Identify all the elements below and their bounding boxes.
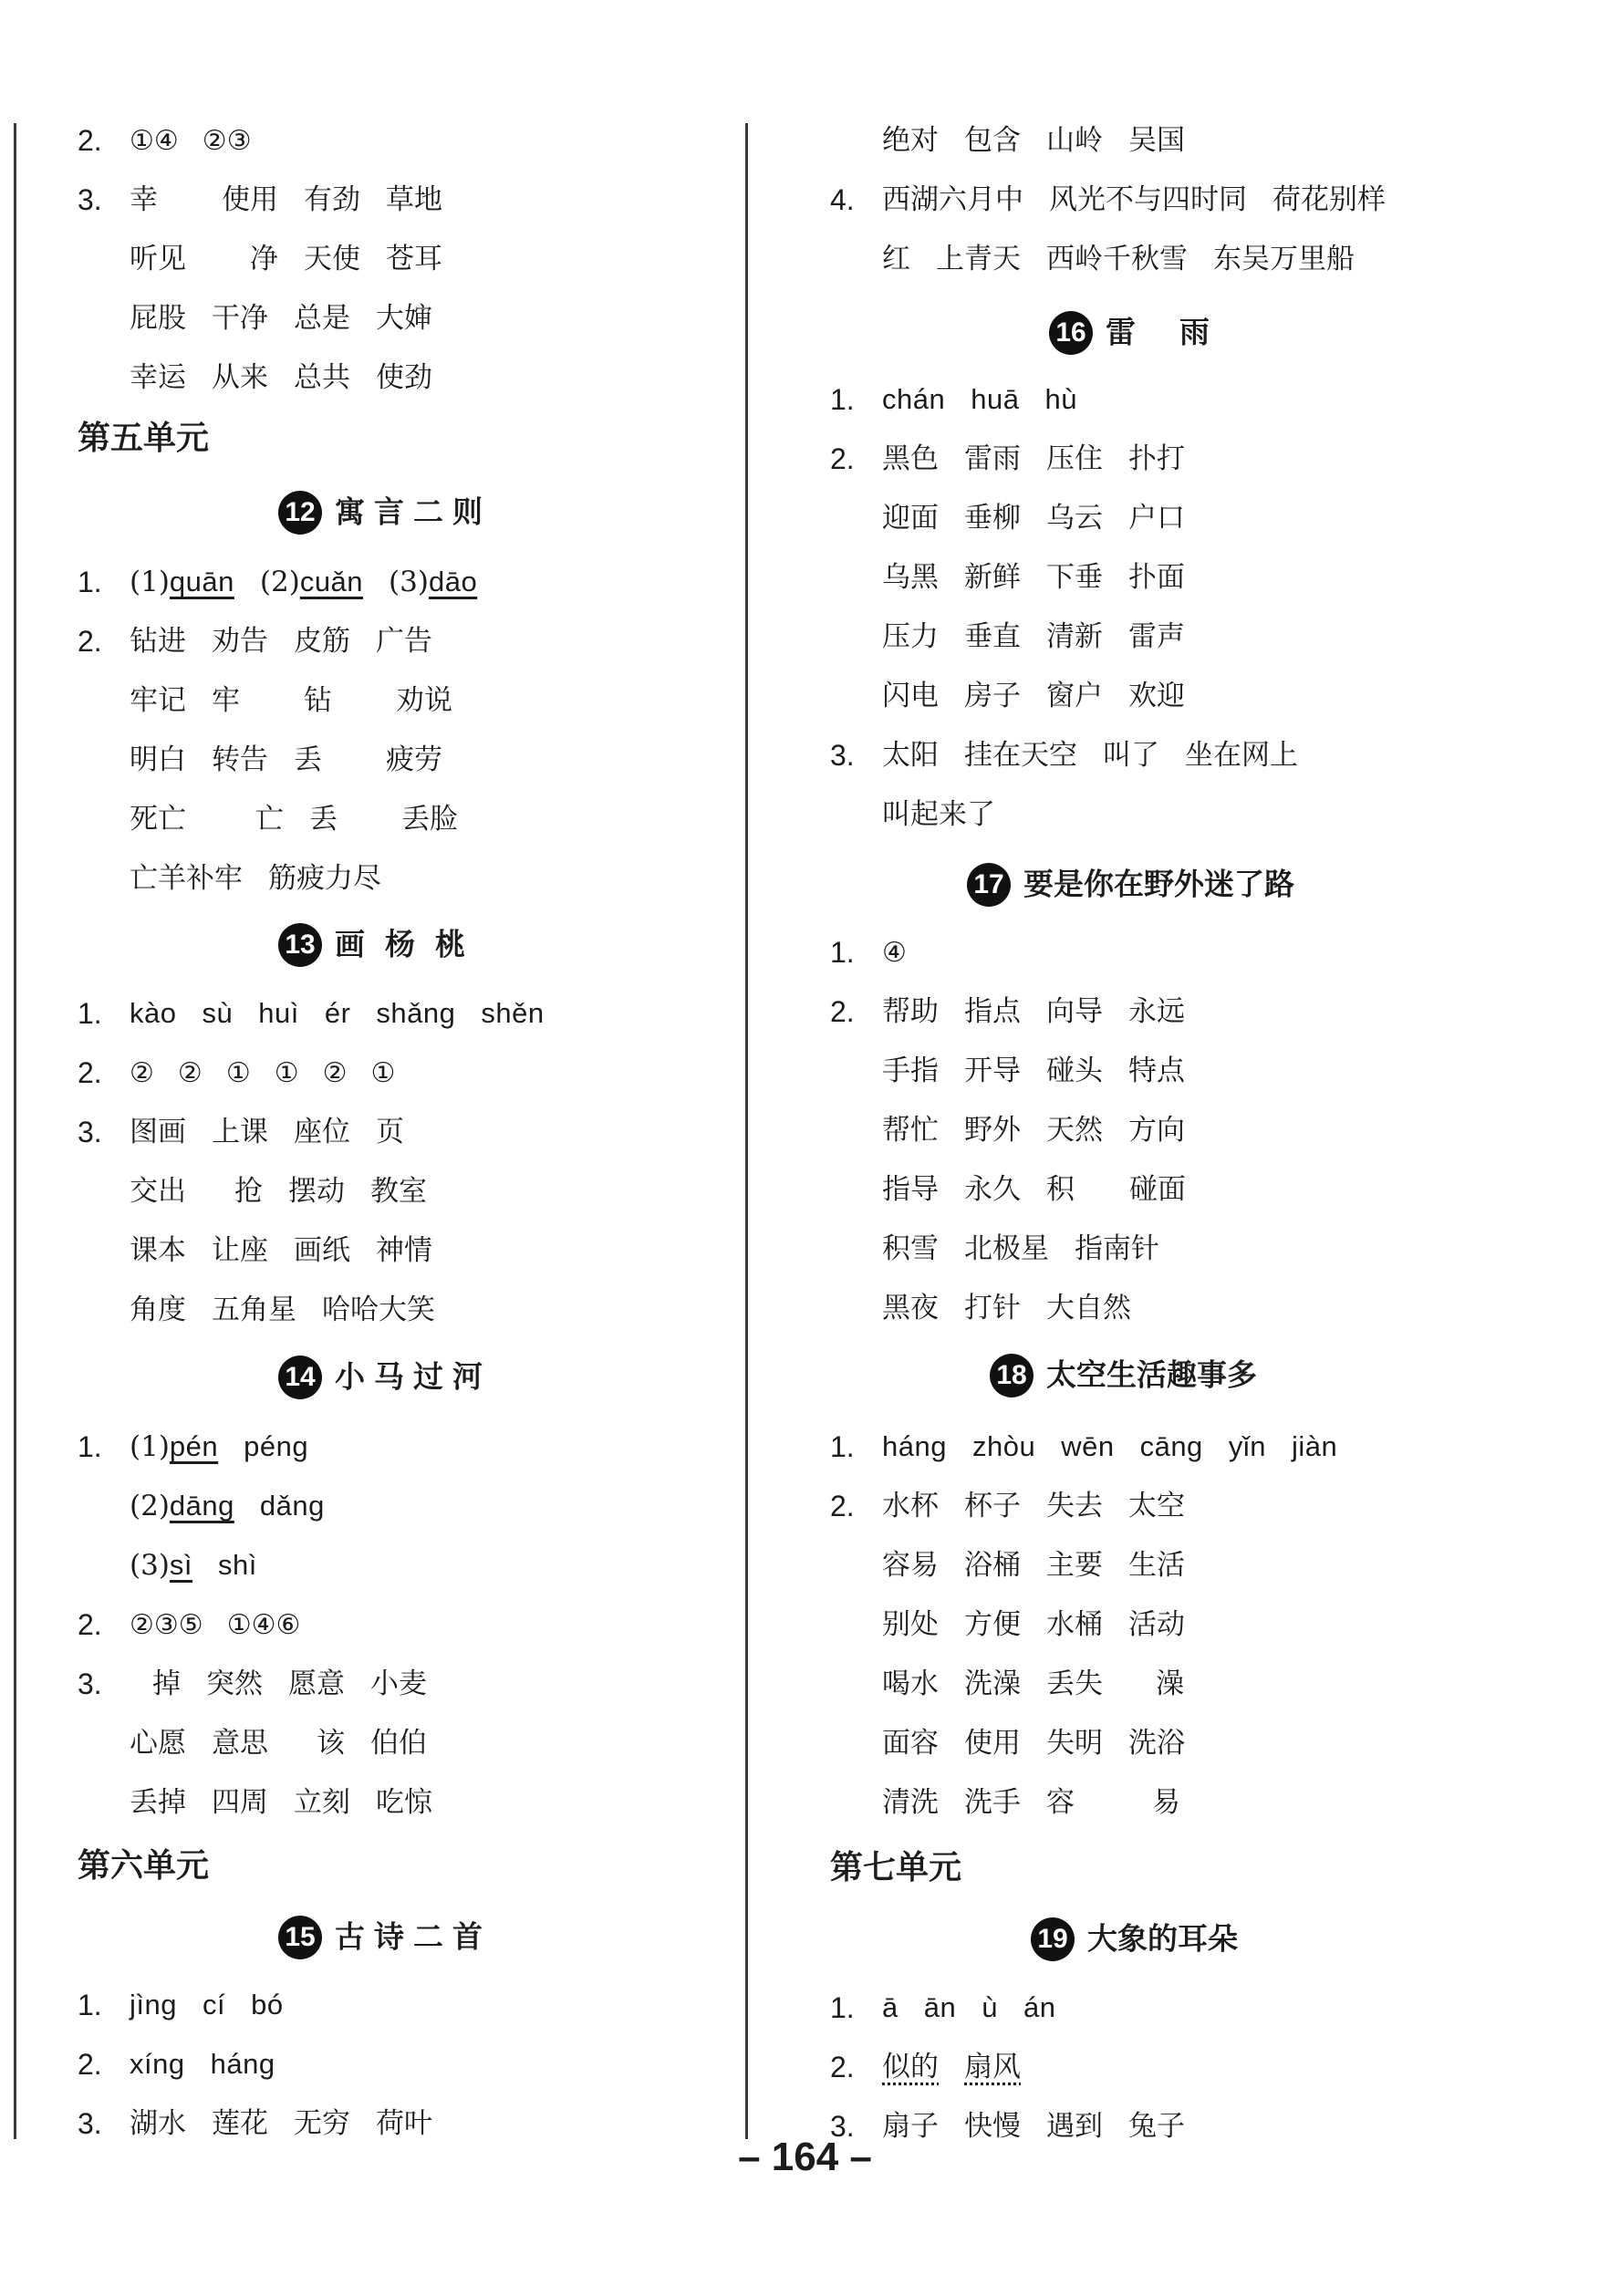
answer: 特点 xyxy=(1128,1054,1185,1087)
answer: 丢失 xyxy=(1046,1667,1103,1700)
lesson-number-badge: 14 xyxy=(278,1356,322,1399)
lesson-heading xyxy=(1031,1912,1238,1963)
answer: 方向 xyxy=(1128,1114,1185,1147)
answer: 从来 xyxy=(212,361,268,394)
answer: 扇子 xyxy=(882,2110,939,2143)
unit-heading: 第五单元 xyxy=(78,420,210,457)
answer: 雷声 xyxy=(1128,620,1185,653)
answer: 杯子 xyxy=(964,1490,1021,1522)
answer: 活动 xyxy=(1128,1608,1185,1641)
answer: 大自然 xyxy=(1046,1292,1131,1325)
lesson-heading xyxy=(990,1348,1257,1399)
answer: 钻 xyxy=(304,684,332,717)
lesson-title: 古诗二首 xyxy=(335,1918,492,1955)
answer: 页 xyxy=(376,1116,404,1148)
answer: sù xyxy=(202,997,234,1029)
answer: 房子 xyxy=(964,680,1021,712)
answer: 遇到 xyxy=(1046,2110,1103,2143)
lesson-heading xyxy=(278,1350,492,1401)
answer: ② xyxy=(177,1057,203,1089)
lesson-heading xyxy=(278,918,485,969)
answer: 洗澡 xyxy=(964,1667,1021,1700)
answer: 东吴万里船 xyxy=(1213,243,1355,275)
answer: 闪电 xyxy=(882,680,939,712)
lesson-number-badge: 12 xyxy=(278,491,322,535)
answer: 吴国 xyxy=(1128,124,1185,157)
answer: 教室 xyxy=(370,1175,427,1208)
answer: jiàn xyxy=(1291,1430,1338,1462)
lesson-number-badge: 19 xyxy=(1031,1917,1075,1961)
answer: 扑打 xyxy=(1128,442,1185,475)
answer: ② xyxy=(322,1057,348,1089)
answer: 户口 xyxy=(1128,502,1185,535)
answer: 意思 xyxy=(212,1727,268,1760)
answer: 失去 xyxy=(1046,1490,1103,1522)
answer: 上课 xyxy=(212,1116,268,1148)
item-number: 2. xyxy=(830,995,855,1028)
answer: ② xyxy=(130,1057,154,1089)
answer: 广告 xyxy=(376,625,432,658)
answer: 新鲜 xyxy=(964,561,1021,594)
lesson-heading xyxy=(278,1910,492,1961)
answer: quān xyxy=(169,566,234,597)
answer: zhòu xyxy=(971,1430,1036,1462)
answer: 扑面 xyxy=(1128,561,1185,594)
answer: 屁股 xyxy=(130,302,186,335)
answer: 死亡 xyxy=(130,803,186,836)
answer: 净 xyxy=(250,243,278,275)
answer: 兔子 xyxy=(1128,2110,1185,2143)
answer: 洗手 xyxy=(964,1786,1021,1819)
answer: 丢脸 xyxy=(401,803,458,836)
lesson-heading xyxy=(1049,306,1253,357)
item-number: 3. xyxy=(78,1116,102,1148)
answer: ù xyxy=(982,1991,998,2023)
answer: 丢掉 xyxy=(130,1786,186,1819)
answer: 明白 xyxy=(130,743,186,776)
answer: 五角星 xyxy=(212,1293,296,1326)
lesson-heading xyxy=(278,485,492,536)
answer: 伯伯 xyxy=(370,1727,427,1760)
answer: 莲花 xyxy=(212,2107,268,2140)
lesson-title: 大象的耳朵 xyxy=(1087,1920,1238,1957)
item-number: 1. xyxy=(830,1991,855,2024)
answer: 压力 xyxy=(882,620,939,653)
answer: sì xyxy=(169,1549,193,1581)
answer: 乌云 xyxy=(1046,502,1103,535)
answer: ān xyxy=(923,1991,957,2023)
answer: shì xyxy=(218,1549,257,1581)
answer: 帮忙 xyxy=(882,1114,939,1147)
item-number: 2. xyxy=(830,2051,855,2083)
item-number: 1. xyxy=(78,997,102,1030)
item-number: 4. xyxy=(830,183,855,216)
answer: cuǎn xyxy=(299,566,364,597)
answer: 有劲 xyxy=(304,183,360,216)
answer: 神情 xyxy=(376,1234,432,1267)
lesson-number-badge: 18 xyxy=(990,1354,1034,1397)
answer: 面容 xyxy=(882,1727,939,1760)
answer: 西岭千秋雪 xyxy=(1046,243,1188,275)
answer: 垂直 xyxy=(964,620,1021,653)
answer: 挂在天空 xyxy=(964,739,1077,772)
answer: 太阳 xyxy=(882,739,939,772)
answer: 方便 xyxy=(964,1608,1021,1641)
item-number: 2. xyxy=(830,442,855,475)
answer: 永久 xyxy=(964,1173,1021,1206)
answer: 座位 xyxy=(294,1116,350,1148)
answer: 图画 xyxy=(130,1116,186,1148)
answer: 失明 xyxy=(1046,1727,1103,1760)
answer: ④ xyxy=(882,937,907,969)
answer: 角度 xyxy=(130,1293,186,1326)
answer: dāng xyxy=(169,1490,234,1522)
answer: 扇风 xyxy=(964,2051,1021,2083)
answer: 干净 xyxy=(212,302,268,335)
answer-label: (3) xyxy=(130,1549,170,1582)
answer: 叫了 xyxy=(1103,739,1159,772)
lesson-title: 要是你在野外迷了路 xyxy=(1023,866,1294,902)
answer: 课本 xyxy=(130,1234,186,1267)
answer: 无穷 xyxy=(294,2107,350,2140)
answer: huā xyxy=(971,383,1020,415)
answer: 容易 xyxy=(882,1549,939,1582)
answer: 下垂 xyxy=(1046,561,1103,594)
answer: dāo xyxy=(428,566,478,597)
answer: 北极星 xyxy=(964,1232,1049,1265)
answer: 似的 xyxy=(882,2051,939,2083)
item-number: 3. xyxy=(830,739,855,772)
answer: 该 xyxy=(317,1727,345,1760)
answer: 容 xyxy=(1046,1786,1075,1819)
answer: ér xyxy=(324,997,351,1029)
answer: 亡羊补牢 xyxy=(130,862,243,895)
answer: 太空 xyxy=(1128,1490,1185,1522)
answer: 筋疲力尽 xyxy=(268,862,381,895)
answer: háng xyxy=(882,1430,947,1462)
answer-label: (3) xyxy=(389,566,429,598)
answer: 积 xyxy=(1046,1173,1075,1206)
item-number: 3. xyxy=(78,183,102,216)
lesson-title: 太空生活趣事多 xyxy=(1046,1356,1257,1393)
answer: 皮筋 xyxy=(294,625,350,658)
answer: 使用 xyxy=(964,1727,1021,1760)
answer: 摆动 xyxy=(288,1175,345,1208)
item-number: 1. xyxy=(78,566,102,598)
answer: shěn xyxy=(481,997,545,1029)
answer: 水杯 xyxy=(882,1490,939,1522)
answer: 欢迎 xyxy=(1128,680,1185,712)
answer: xíng xyxy=(130,2048,185,2080)
answer: ②③ xyxy=(202,125,252,157)
answer: 天使 xyxy=(304,243,360,275)
answer: péng xyxy=(244,1430,309,1462)
answer: 心愿 xyxy=(130,1727,186,1760)
answer: 清洗 xyxy=(882,1786,939,1819)
answer: 易 xyxy=(1152,1786,1180,1819)
answer: 开导 xyxy=(964,1054,1021,1087)
lesson-number-badge: 17 xyxy=(967,863,1011,907)
answer: 迎面 xyxy=(882,502,939,535)
answer: 让座 xyxy=(212,1234,268,1267)
item-number: 3. xyxy=(78,2107,102,2140)
answer: ① xyxy=(225,1057,251,1089)
lesson-title: 小马过河 xyxy=(335,1358,492,1395)
answer-label: (1) xyxy=(130,1430,170,1463)
answer: 画纸 xyxy=(294,1234,350,1267)
answer: 苍耳 xyxy=(386,243,442,275)
answer: 钻进 xyxy=(130,625,186,658)
column-divider xyxy=(745,123,748,2139)
page-number: – 164 – xyxy=(738,2135,872,2179)
answer: 手指 xyxy=(882,1054,939,1087)
answer: 碰面 xyxy=(1129,1173,1186,1206)
item-number: 3. xyxy=(78,1667,102,1700)
item-number: 1. xyxy=(830,383,855,416)
answer: 指导 xyxy=(882,1173,939,1206)
lesson-number-badge: 15 xyxy=(278,1916,322,1959)
answer: 哈哈大笑 xyxy=(322,1293,435,1326)
item-number: 2. xyxy=(78,2048,102,2081)
answer: 总共 xyxy=(294,361,350,394)
answer: huì xyxy=(258,997,299,1029)
lesson-number-badge: 13 xyxy=(278,923,322,967)
lesson-heading xyxy=(967,857,1294,909)
answer: 幸 xyxy=(130,183,158,216)
answer: 立刻 xyxy=(294,1786,350,1819)
item-number: 1. xyxy=(78,1989,102,2021)
answer: 交出 xyxy=(130,1175,186,1208)
answer: 生活 xyxy=(1128,1549,1185,1582)
answer: ① xyxy=(274,1057,299,1089)
answer: 小麦 xyxy=(370,1667,427,1700)
answer: 草地 xyxy=(386,183,442,216)
answer: 向导 xyxy=(1046,995,1103,1028)
answer: 丢 xyxy=(309,803,338,836)
answer: ā xyxy=(882,1991,898,2023)
lesson-title: 画杨桃 xyxy=(335,926,485,962)
answer: chán xyxy=(882,383,946,415)
answer: 垂柳 xyxy=(964,502,1021,535)
answer: 雷雨 xyxy=(964,442,1021,475)
answer: 喝水 xyxy=(882,1667,939,1700)
answer: 荷叶 xyxy=(376,2107,432,2140)
item-number: 1. xyxy=(78,1430,102,1463)
left-margin-rule xyxy=(14,123,16,2139)
answer: 荷花别样 xyxy=(1272,183,1386,216)
answer: yǐn xyxy=(1228,1430,1266,1462)
answer: 黑色 xyxy=(882,442,939,475)
answer: 野外 xyxy=(964,1114,1021,1147)
answer: 西湖六月中 xyxy=(882,183,1023,216)
lesson-number-badge: 16 xyxy=(1049,311,1093,355)
item-number: 2. xyxy=(78,625,102,658)
answer: 总是 xyxy=(294,302,350,335)
answer: 湖水 xyxy=(130,2107,186,2140)
answer: cí xyxy=(202,1989,226,2021)
answer: wēn xyxy=(1061,1430,1115,1462)
answer: 听见 xyxy=(130,243,186,275)
answer: 澡 xyxy=(1156,1667,1184,1700)
answer: 上青天 xyxy=(936,243,1021,275)
answer: 包含 xyxy=(964,124,1021,157)
answer: 抢 xyxy=(234,1175,263,1208)
answer: 别处 xyxy=(882,1608,939,1641)
answer: 山岭 xyxy=(1046,124,1103,157)
answer: 劝告 xyxy=(212,625,268,658)
answer: 主要 xyxy=(1046,1549,1103,1582)
answer: ① xyxy=(370,1057,396,1089)
answer: 乌黑 xyxy=(882,561,939,594)
item-number: 3. xyxy=(830,2110,855,2143)
item-number: 1. xyxy=(830,936,855,969)
answer: án xyxy=(1023,1991,1056,2023)
answer: 突然 xyxy=(206,1667,263,1700)
answer: 洗浴 xyxy=(1128,1727,1185,1760)
answer: 天然 xyxy=(1046,1114,1103,1147)
answer-label: (1) xyxy=(130,566,170,598)
answer: hù xyxy=(1044,383,1077,415)
answer-label: (2) xyxy=(259,566,300,598)
answer: 压住 xyxy=(1046,442,1103,475)
answer: 亡 xyxy=(255,803,284,836)
answer: 打针 xyxy=(964,1292,1021,1325)
answer: ②③⑤ xyxy=(130,1609,203,1641)
answer: 劝说 xyxy=(396,684,452,717)
answer: jìng xyxy=(130,1989,177,2021)
answer: pén xyxy=(169,1430,219,1462)
item-number: 2. xyxy=(78,1056,102,1089)
answer: dǎng xyxy=(259,1490,325,1522)
answer-label: (2) xyxy=(130,1490,170,1522)
lesson-title: 雷雨 xyxy=(1106,314,1253,350)
item-number: 2. xyxy=(78,1608,102,1641)
answer: cāng xyxy=(1139,1430,1203,1462)
answer: 风光不与四时同 xyxy=(1049,183,1247,216)
answer: 牢记 xyxy=(130,684,186,717)
answer: 掉 xyxy=(152,1667,181,1700)
answer: 丢 xyxy=(294,743,322,776)
answer: ①④ xyxy=(130,125,179,157)
answer: 叫起来了 xyxy=(882,798,995,831)
answer: 大婶 xyxy=(376,302,432,335)
answer: 帮助 xyxy=(882,995,939,1028)
answer: 牢 xyxy=(212,684,240,717)
answer: kào xyxy=(130,997,177,1029)
answer: 转告 xyxy=(212,743,268,776)
answer: 黑夜 xyxy=(882,1292,939,1325)
answer: 水桶 xyxy=(1046,1608,1103,1641)
answer: 疲劳 xyxy=(386,743,442,776)
answer: 愿意 xyxy=(288,1667,345,1700)
answer: 幸运 xyxy=(130,361,186,394)
answer: 永远 xyxy=(1128,995,1185,1028)
lesson-title: 寓言二则 xyxy=(335,493,492,530)
answer: 绝对 xyxy=(882,124,939,157)
unit-heading: 第六单元 xyxy=(78,1847,210,1885)
item-number: 2. xyxy=(78,124,102,157)
answer: 四周 xyxy=(212,1786,268,1819)
answer: 红 xyxy=(882,243,910,275)
answer: shǎng xyxy=(376,997,456,1029)
answer: 指南针 xyxy=(1075,1232,1159,1265)
answer: 坐在网上 xyxy=(1185,739,1298,772)
answer: 指点 xyxy=(964,995,1021,1028)
answer: 吃惊 xyxy=(376,1786,432,1819)
answer: 窗户 xyxy=(1046,680,1103,712)
answer: 使用 xyxy=(222,183,278,216)
answer: 浴桶 xyxy=(964,1549,1021,1582)
answer: ①④⑥ xyxy=(226,1609,301,1641)
answer: 碰头 xyxy=(1046,1054,1103,1087)
answer: 积雪 xyxy=(882,1232,939,1265)
answer: háng xyxy=(210,2048,275,2080)
answer: bó xyxy=(251,1989,284,2021)
unit-heading: 第七单元 xyxy=(830,1849,962,1886)
answer: 清新 xyxy=(1046,620,1103,653)
answer: 快慢 xyxy=(964,2110,1021,2143)
item-number: 1. xyxy=(830,1430,855,1463)
item-number: 2. xyxy=(830,1490,855,1522)
answer: 使劲 xyxy=(376,361,432,394)
